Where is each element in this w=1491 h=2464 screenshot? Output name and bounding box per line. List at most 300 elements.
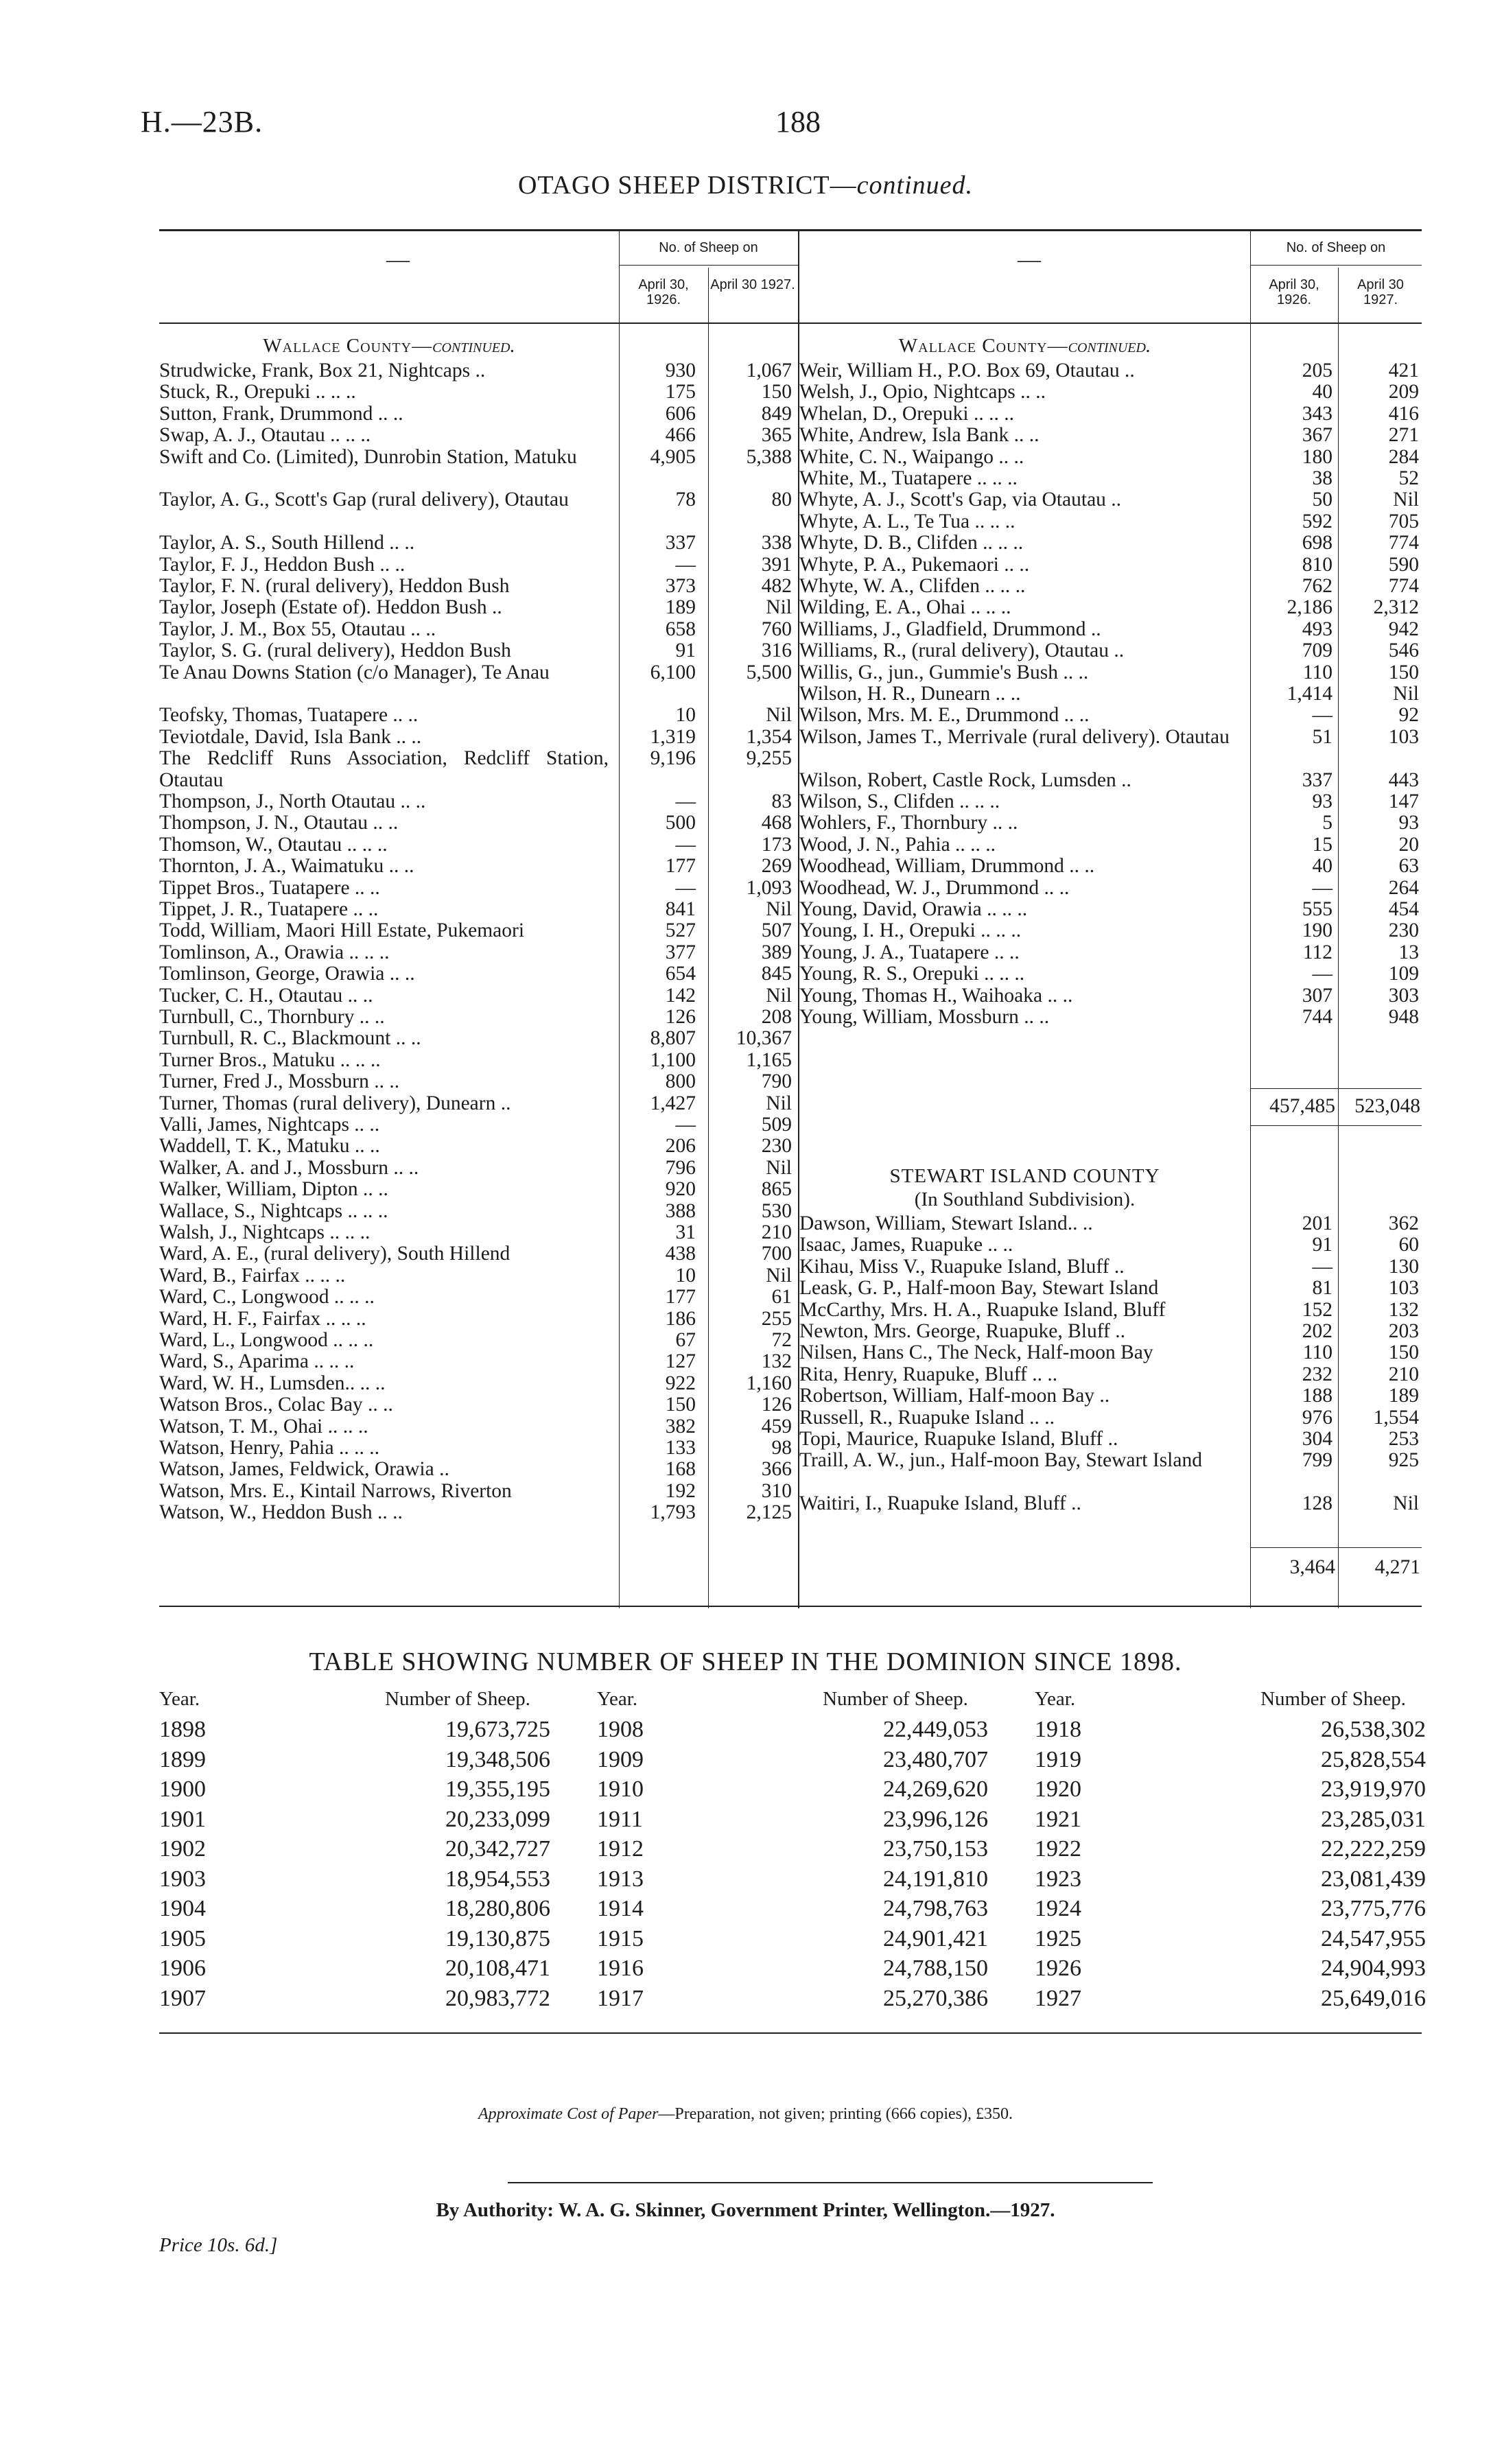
entry-1926: 1,319 (650, 725, 696, 748)
entry-1926: 190 (1302, 919, 1332, 942)
right-col-divider-2 (1338, 268, 1339, 1608)
entry-1927: 103 (1388, 1277, 1419, 1300)
entry-1926: — (1312, 876, 1332, 899)
entry-1926: 8,807 (650, 1027, 696, 1050)
dominion-year: 1903 (159, 1866, 206, 1892)
right-col-divider-1 (1250, 229, 1251, 1608)
entry-1927: 20 (1398, 833, 1419, 856)
dominion-year: 1902 (159, 1836, 206, 1862)
entry-1927: 208 (761, 1006, 792, 1028)
entry-1927: 130 (1388, 1255, 1419, 1278)
entry-1927: 849 (761, 402, 792, 425)
entry-1926: 367 (1302, 424, 1332, 447)
dominion-bottom-rule (159, 2032, 1422, 2034)
entry-name: Wood, J. N., Pahia .. .. .. (799, 834, 996, 856)
entry-name: White, Andrew, Isla Bank .. .. (799, 425, 1040, 447)
entry-name: Turner, Fred J., Mossburn .. .. (159, 1071, 400, 1093)
dominion-number-header: Number of Sheep. (1260, 1688, 1406, 1710)
entry-1927: 362 (1388, 1212, 1419, 1234)
entry-name: Whyte, A. J., Scott's Gap, via Otautau .. (799, 489, 1122, 511)
stewart-subtitle: (In Southland Subdivision). (914, 1188, 1136, 1210)
entry-1927: 942 (1388, 618, 1419, 640)
entry-1926: 206 (665, 1135, 696, 1158)
entry-name: Ward, B., Fairfax .. .. .. (159, 1265, 346, 1287)
dominion-year: 1923 (1035, 1866, 1081, 1892)
entry-1926: 337 (1302, 768, 1332, 791)
dominion-year: 1914 (597, 1896, 644, 1921)
entry-1926: 186 (665, 1307, 696, 1330)
dominion-year: 1909 (597, 1746, 644, 1772)
cost-note (0, 2105, 1491, 2124)
entry-1927: 209 (1388, 381, 1419, 403)
entry-1927: 760 (761, 618, 792, 640)
entry-name: Wilding, E. A., Ohai .. .. .. (799, 597, 1011, 619)
entry-1926: 493 (1302, 618, 1332, 640)
entry-1927: 63 (1398, 855, 1419, 878)
entry-name: Whyte, P. A., Pukemaori .. .. (799, 554, 1030, 576)
dominion-number: 20,342,727 (445, 1836, 550, 1862)
dominion-number: 19,673,725 (445, 1717, 550, 1742)
entry-1927: 5,500 (746, 661, 792, 683)
dominion-number: 23,996,126 (883, 1806, 988, 1832)
dominion-year-header: Year. (159, 1688, 200, 1710)
entry-1926: 127 (665, 1350, 696, 1373)
dominion-number-header: Number of Sheep. (385, 1688, 530, 1710)
entry-name: Wilson, H. R., Dunearn .. .. (799, 683, 1021, 705)
dominion-number: 19,348,506 (445, 1746, 550, 1772)
entry-1927: 774 (1388, 532, 1419, 554)
right-dash-header: — (1018, 247, 1041, 272)
entry-name: Wilson, S., Clifden .. .. .. (799, 791, 1000, 812)
entry-name: Leask, G. P., Half-moon Bay, Stewart Island (799, 1278, 1159, 1300)
dominion-number: 24,547,955 (1321, 1925, 1426, 1951)
entry-1926: 133 (665, 1437, 696, 1459)
entry-name: Walker, William, Dipton .. .. (159, 1179, 388, 1201)
entry-1927: 2,312 (1373, 596, 1419, 619)
entry-1927: 126 (761, 1394, 792, 1416)
entry-1926: 1,414 (1287, 683, 1332, 705)
entry-name: Ward, C., Longwood .. .. .. (159, 1287, 375, 1309)
dominion-year: 1910 (597, 1776, 644, 1802)
dominion-year: 1912 (597, 1836, 644, 1862)
entry-1927: 530 (761, 1199, 792, 1222)
entry-name: The Redcliff Runs Association, Redcliff Station, Otautau (159, 747, 609, 791)
entry-name: White, M., Tuatapere .. .. .. (799, 468, 1018, 489)
entry-1927: 454 (1388, 898, 1419, 920)
entry-name: Wilson, James T., Merrivale (rural delivery). Otautau (799, 725, 1230, 748)
entry-name: Wilson, Mrs. M. E., Drummond .. .. (799, 705, 1090, 727)
entry-1927: 132 (761, 1350, 792, 1373)
entry-1927: 1,354 (746, 725, 792, 748)
entry-1926: 796 (665, 1156, 696, 1179)
entry-name: Robertson, William, Half-moon Bay .. (799, 1385, 1110, 1407)
entry-1927: 1,165 (746, 1048, 792, 1071)
entry-1926: — (675, 876, 696, 899)
dominion-year: 1900 (159, 1776, 206, 1802)
entry-1927: 468 (761, 812, 792, 834)
dominion-number: 20,108,471 (445, 1956, 550, 1981)
entry-1926: — (675, 1114, 696, 1136)
entry-1926: 168 (665, 1458, 696, 1481)
entry-1926: 126 (665, 1006, 696, 1028)
dominion-year: 1898 (159, 1717, 206, 1742)
entry-1927: Nil (766, 1264, 792, 1287)
entry-1927: 60 (1398, 1234, 1419, 1256)
entry-1926: 606 (665, 402, 696, 425)
entry-1927: 416 (1388, 402, 1419, 425)
entry-name: Ward, S., Aparima .. .. .. (159, 1351, 355, 1373)
entry-1927: 10,367 (736, 1027, 792, 1050)
dominion-number: 25,270,386 (883, 1985, 988, 2011)
entry-name: Young, David, Orawia .. .. .. (799, 899, 1028, 920)
entry-name: Ward, H. F., Fairfax .. .. .. (159, 1308, 366, 1330)
entry-1926: 142 (665, 984, 696, 1007)
entry-1926: 177 (665, 1286, 696, 1309)
entry-1927: 150 (1388, 1341, 1419, 1364)
entry-name: Young, I. H., Orepuki .. .. .. (799, 920, 1022, 942)
entry-1927: 774 (1388, 575, 1419, 597)
dominion-year: 1924 (1035, 1896, 1081, 1921)
entry-1926: 93 (1312, 790, 1332, 812)
entry-name: Tippet Bros., Tuatapere .. .. (159, 877, 380, 899)
entry-1926: 128 (1302, 1492, 1332, 1515)
entry-1926: 6,100 (650, 661, 696, 683)
entry-name: Ward, L., Longwood .. .. .. (159, 1330, 374, 1351)
right-total-1926: 457,485 (1269, 1095, 1335, 1117)
entry-1927: 284 (1388, 445, 1419, 468)
entry-1926: 744 (1302, 1006, 1332, 1028)
left-section-main: Wallace County— (263, 335, 433, 357)
entry-1927: 103 (1388, 725, 1419, 748)
entry-1926: 180 (1302, 445, 1332, 468)
left-col-divider-1 (619, 229, 620, 1608)
entry-1926: 654 (665, 963, 696, 985)
right-section-title (799, 335, 1250, 357)
dominion-year: 1904 (159, 1896, 206, 1921)
stewart-total-1926: 3,464 (1289, 1556, 1335, 1578)
entry-1926: 304 (1302, 1428, 1332, 1450)
entry-1926: 976 (1302, 1406, 1332, 1429)
dominion-year: 1905 (159, 1925, 206, 1951)
dominion-year: 1911 (597, 1806, 643, 1832)
stewart-total-1927: 4,271 (1374, 1556, 1420, 1578)
right-section-cont: continued. (1068, 335, 1151, 357)
entry-1927: 845 (761, 963, 792, 985)
left-col-1927: April 30 1927. (710, 277, 795, 292)
entry-name: Watson, W., Heddon Bush .. .. (159, 1502, 403, 1524)
left-section-cont: continued. (432, 335, 515, 357)
entry-name: White, C. N., Waipango .. .. (799, 446, 1024, 468)
left-dash-header: — (386, 247, 410, 272)
entry-1927: 1,554 (1373, 1406, 1419, 1429)
entry-1926: 5 (1322, 812, 1332, 834)
entry-name: Tomlinson, A., Orawia .. .. .. (159, 941, 390, 963)
entry-1927: 150 (761, 381, 792, 403)
entry-1927: 865 (761, 1178, 792, 1201)
entry-1927: 421 (1388, 360, 1419, 382)
entry-1927: 61 (771, 1286, 792, 1309)
entry-name: Traill, A. W., jun., Half-moon Bay, Stewart Island (799, 1449, 1202, 1472)
entry-1926: 930 (665, 360, 696, 382)
entry-name: Thomson, W., Otautau .. .. .. (159, 834, 388, 856)
dominion-number: 24,904,993 (1321, 1956, 1426, 1981)
entry-1927: 948 (1388, 1006, 1419, 1028)
entry-name: Thompson, J., North Otautau .. .. (159, 791, 426, 812)
entry-1927: 1,093 (746, 876, 792, 899)
entry-1926: — (675, 553, 696, 576)
entry-1927: 230 (761, 1135, 792, 1158)
district-title-continued: continued. (856, 171, 974, 200)
entry-1926: 762 (1302, 575, 1332, 597)
entry-1926: 382 (665, 1415, 696, 1438)
right-total-top-rule (1250, 1088, 1422, 1089)
dominion-year: 1918 (1035, 1717, 1081, 1742)
entry-1927: Nil (1393, 1492, 1419, 1515)
entry-name: Turner, Thomas (rural delivery), Dunearn .. (159, 1092, 511, 1114)
entry-name: Rita, Henry, Ruapuke, Bluff .. .. (799, 1363, 1058, 1385)
right-group-header: No. of Sheep on (1286, 240, 1386, 255)
entry-name: Teofsky, Thomas, Tuatapere .. .. (159, 705, 419, 727)
entry-1927: 459 (761, 1415, 792, 1438)
entry-1927: 925 (1388, 1449, 1419, 1472)
dominion-number: 24,269,620 (883, 1776, 988, 1802)
entry-1926: 10 (675, 1264, 696, 1287)
entry-name: Wallace, S., Nightcaps .. .. .. (159, 1200, 388, 1222)
entry-1926: 110 (1302, 1341, 1332, 1364)
entry-1926: 40 (1312, 381, 1332, 403)
entry-name: Tucker, C. H., Otautau .. .. (159, 985, 373, 1007)
entry-1927: 271 (1388, 424, 1419, 447)
dominion-number: 18,280,806 (445, 1896, 550, 1921)
entry-name: Waitiri, I., Ruapuke Island, Bluff .. (799, 1493, 1081, 1515)
dominion-year: 1908 (597, 1717, 644, 1742)
right-col-1926: April 30, 1926. (1269, 277, 1319, 307)
entry-name: Young, R. S., Orepuki .. .. .. (799, 963, 1025, 985)
entry-1927: 92 (1398, 704, 1419, 727)
entry-1927: 93 (1398, 812, 1419, 834)
dominion-number: 24,901,421 (883, 1925, 988, 1951)
entry-1926: 10 (675, 704, 696, 727)
entry-1926: 4,905 (650, 445, 696, 468)
entry-name: Ward, A. E., (rural delivery), South Hillend (159, 1243, 510, 1265)
entry-1926: 150 (665, 1394, 696, 1416)
entry-1926: 800 (665, 1070, 696, 1093)
entry-1926: — (675, 790, 696, 812)
right-total-1927: 523,048 (1354, 1095, 1420, 1117)
entry-name: Watson Bros., Colac Bay .. .. (159, 1394, 393, 1416)
entry-name: Sutton, Frank, Drummond .. .. (159, 403, 403, 425)
entry-1927: 2,125 (746, 1501, 792, 1524)
entry-1926: 2,186 (1287, 596, 1332, 619)
dominion-number: 23,775,776 (1321, 1896, 1426, 1921)
entry-1927: 210 (761, 1221, 792, 1243)
entry-name: Dawson, William, Stewart Island.. .. (799, 1213, 1093, 1234)
entry-1927: 150 (1388, 661, 1419, 683)
entry-name: Young, J. A., Tuatapere .. .. (799, 941, 1020, 963)
entry-name: Taylor, F. J., Heddon Bush .. .. (159, 554, 406, 576)
entry-1926: 31 (675, 1221, 696, 1243)
entry-1927: 203 (1388, 1320, 1419, 1342)
entry-name: Whyte, D. B., Clifden .. .. .. (799, 532, 1024, 554)
entry-1926: 192 (665, 1479, 696, 1502)
entry-name: Ward, W. H., Lumsden.. .. .. (159, 1372, 386, 1394)
entry-name: Isaac, James, Ruapuke .. .. (799, 1234, 1013, 1256)
entry-1927: 210 (1388, 1363, 1419, 1385)
entry-1927: 303 (1388, 984, 1419, 1007)
entry-1927: 173 (761, 833, 792, 856)
entry-name: Strudwicke, Frank, Box 21, Nightcaps .. (159, 360, 486, 382)
right-group-rule (1250, 265, 1422, 266)
entry-1926: 15 (1312, 833, 1332, 856)
entry-1926: 709 (1302, 640, 1332, 662)
dominion-year-header: Year. (1035, 1688, 1076, 1710)
entry-1927: Nil (766, 596, 792, 619)
authority-line: By Authority: W. A. G. Skinner, Government Printer, Wellington.—1927. (436, 2199, 1055, 2221)
entry-1926: 658 (665, 618, 696, 640)
entry-1927: 189 (1388, 1385, 1419, 1407)
entry-1926: 177 (665, 855, 696, 878)
page-number: 188 (775, 105, 821, 139)
entry-name: Thornton, J. A., Waimatuku .. .. (159, 856, 414, 878)
entry-1927: 700 (761, 1243, 792, 1265)
entry-1926: 189 (665, 596, 696, 619)
entry-1926: — (1312, 963, 1332, 985)
right-section-main: Wallace County— (898, 335, 1068, 357)
table-bottom-rule (159, 1606, 1422, 1607)
entry-name: Young, William, Mossburn .. .. (799, 1007, 1050, 1028)
entry-1927: 590 (1388, 553, 1419, 576)
entry-1926: 500 (665, 812, 696, 834)
entry-name: Topi, Maurice, Ruapuke Island, Bluff .. (799, 1429, 1118, 1450)
entry-1927: Nil (766, 1092, 792, 1114)
dominion-year: 1917 (597, 1985, 644, 2011)
entry-1926: — (1312, 1255, 1332, 1278)
dominion-year: 1913 (597, 1866, 644, 1892)
entry-name: Swift and Co. (Limited), Dunrobin Station, Matuku (159, 445, 577, 468)
entry-1927: 230 (1388, 919, 1419, 942)
entry-1926: 438 (665, 1243, 696, 1265)
entry-1926: 1,427 (650, 1092, 696, 1114)
left-group-header: No. of Sheep on (659, 240, 758, 255)
entry-1926: 175 (665, 381, 696, 403)
entry-name: Williams, J., Gladfield, Drummond .. (799, 618, 1101, 640)
entry-name: Todd, William, Maori Hill Estate, Pukemaori (159, 920, 525, 942)
entry-name: Tippet, J. R., Tuatapere .. .. (159, 899, 379, 920)
entry-1926: 40 (1312, 855, 1332, 878)
entry-name: McCarthy, Mrs. H. A., Ruapuke Island, Bluff (799, 1299, 1166, 1321)
entry-1927: Nil (1393, 489, 1419, 511)
entry-name: Newton, Mrs. George, Ruapuke, Bluff .. (799, 1321, 1125, 1342)
stewart-title: STEWART ISLAND COUNTY (889, 1165, 1160, 1187)
entry-name: Nilsen, Hans C., The Neck, Half-moon Bay (799, 1342, 1153, 1364)
entry-1926: 466 (665, 424, 696, 447)
entry-name: Kihau, Miss V., Ruapuke Island, Bluff .. (799, 1256, 1125, 1278)
entry-name: Thompson, J. N., Otautau .. .. (159, 812, 399, 834)
entry-name: Taylor, Joseph (Estate of). Heddon Bush .. (159, 597, 502, 619)
entry-1926: 920 (665, 1178, 696, 1201)
entry-1927: 310 (761, 1479, 792, 1502)
left-section-title (159, 335, 619, 357)
dominion-number: 19,130,875 (445, 1925, 550, 1951)
dominion-year: 1899 (159, 1746, 206, 1772)
dominion-number: 22,449,053 (883, 1717, 988, 1742)
entry-1927: 147 (1388, 790, 1419, 812)
entry-1926: 205 (1302, 360, 1332, 382)
entry-1927: 338 (761, 532, 792, 554)
entry-name: Watson, James, Feldwick, Orawia .. (159, 1459, 449, 1481)
entry-1926: 67 (675, 1329, 696, 1351)
entry-name: Weir, William H., P.O. Box 69, Otautau .. (799, 360, 1135, 382)
entry-name: Swap, A. J., Otautau .. .. .. (159, 425, 371, 447)
entry-1926: 841 (665, 898, 696, 920)
entry-1926: 202 (1302, 1320, 1332, 1342)
entry-1927: 80 (771, 489, 792, 511)
dominion-number: 19,355,195 (445, 1776, 550, 1802)
dominion-year: 1922 (1035, 1836, 1081, 1862)
dominion-year: 1927 (1035, 1985, 1081, 2011)
dominion-year: 1915 (597, 1925, 644, 1951)
entry-1927: Nil (766, 704, 792, 727)
entry-1927: 109 (1388, 963, 1419, 985)
entry-1927: 1,067 (746, 360, 792, 382)
table-top-rule (159, 229, 1422, 231)
entry-name: Russell, R., Ruapuke Island .. .. (799, 1407, 1055, 1429)
entry-1926: 38 (1312, 467, 1332, 489)
entry-name: Woodhead, W. J., Drummond .. .. (799, 877, 1070, 899)
entry-name: Taylor, A. S., South Hillend .. .. (159, 532, 415, 554)
entry-name: Tomlinson, George, Orawia .. .. (159, 963, 415, 985)
entry-name: Taylor, S. G. (rural delivery), Heddon Bush (159, 640, 511, 662)
entry-name: Whelan, D., Orepuki .. .. .. (799, 403, 1014, 425)
entry-name: Williams, R., (rural delivery), Otautau .. (799, 640, 1125, 662)
dominion-number: 23,285,031 (1321, 1806, 1426, 1832)
entry-1927: 132 (1388, 1298, 1419, 1321)
dominion-year: 1926 (1035, 1956, 1081, 1981)
entry-1927: 365 (761, 424, 792, 447)
entry-1926: 799 (1302, 1449, 1332, 1472)
entry-1926: 91 (675, 640, 696, 662)
entry-1926: 592 (1302, 510, 1332, 532)
entry-name: Whyte, A. L., Te Tua .. .. .. (799, 511, 1015, 532)
entry-1926: 1,100 (650, 1048, 696, 1071)
cost-label: Approximate Cost of Paper (478, 2105, 659, 2123)
dominion-number: 18,954,553 (445, 1866, 550, 1892)
dominion-number: 22,222,259 (1321, 1836, 1426, 1862)
entry-name: Te Anau Downs Station (c/o Manager), Te Anau (159, 661, 550, 683)
dominion-number: 25,828,554 (1321, 1746, 1426, 1772)
entry-1927: 269 (761, 855, 792, 878)
dominion-year: 1925 (1035, 1925, 1081, 1951)
entry-1926: 201 (1302, 1212, 1332, 1234)
entry-1927: Nil (766, 898, 792, 920)
entry-name: Valli, James, Nightcaps .. .. (159, 1114, 380, 1136)
entry-name: Young, Thomas H., Waihoaka .. .. (799, 985, 1073, 1007)
entry-name: Taylor, A. G., Scott's Gap (rural delivery), Otautau (159, 489, 569, 511)
dominion-number: 23,750,153 (883, 1836, 988, 1862)
entry-1927: 705 (1388, 510, 1419, 532)
dominion-year: 1901 (159, 1806, 206, 1832)
dominion-year: 1916 (597, 1956, 644, 1981)
entry-1926: 110 (1302, 661, 1332, 683)
dominion-number: 26,538,302 (1321, 1717, 1426, 1742)
entry-name: Turnbull, R. C., Blackmount .. .. (159, 1028, 421, 1050)
entry-1927: 1,160 (746, 1372, 792, 1394)
entry-1926: 922 (665, 1372, 696, 1394)
entry-1926: 388 (665, 1199, 696, 1222)
dominion-number: 20,233,099 (445, 1806, 550, 1832)
entry-1927: 509 (761, 1114, 792, 1136)
entry-1927: 9,255 (746, 747, 792, 770)
